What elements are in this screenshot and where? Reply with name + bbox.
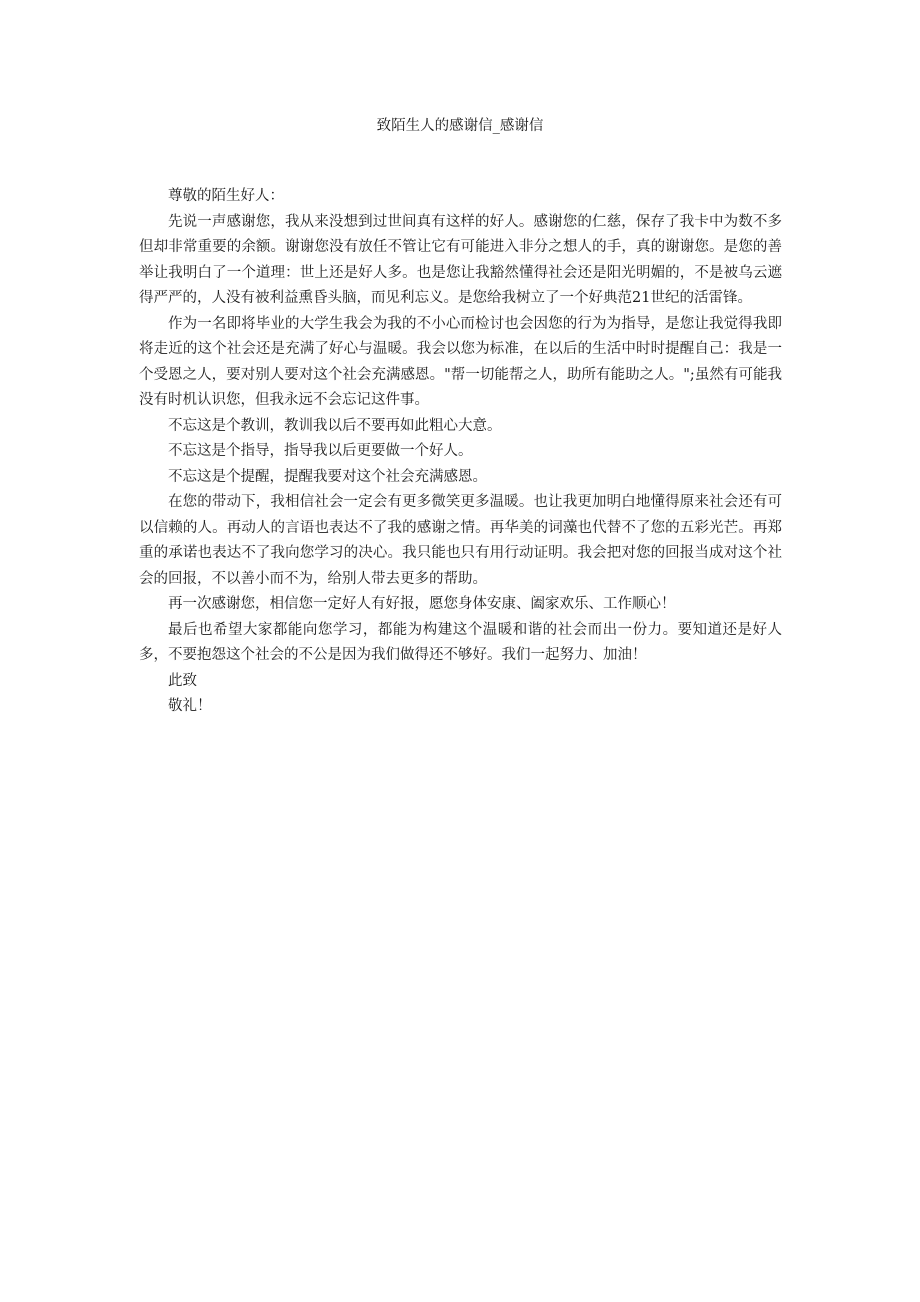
paragraph-8: 最后也希望大家都能向您学习，都能为构建这个温暖和谐的社会而出一份力。要知道还是好人多，不要抱怨这个社会的不公是因为我们做得还不够好。我们一起努力、加油！: [139, 621, 782, 663]
closing-line-2: 敬礼！: [168, 698, 212, 714]
paragraph-7: 再一次感谢您，相信您一定好人有好报，愿您身体安康、阖家欢乐、工作顺心！: [168, 596, 676, 612]
document-title: 致陌生人的感谢信_感谢信: [376, 118, 544, 134]
paragraph-3: 不忘这是个教训，教训我以后不要再如此粗心大意。: [168, 417, 502, 434]
letter-body: [139, 184, 782, 720]
paragraph-4: 不忘这是个指导，指导我以后更要做一个好人。: [168, 443, 473, 459]
paragraph-2: 作为一名即将毕业的大学生我会为我的不小心而检讨也会因您的行为为指导，是您让我觉得我即将走近的这个社会还是充满了好心与温暖。我会以您为标准，在以后的生活中时时提醒自己：我是一个受恩之人，要对别人要对这个社会充满感恩。"帮一切能帮之人，助所有能助之人。";虽然有可能我没有时机认识您，但我永远不会忘记这件事。: [139, 315, 782, 408]
paragraph-5: 不忘这是个提醒，提醒我要对这个社会充满感恩。: [168, 468, 487, 485]
paragraph-6: 在您的带动下，我相信社会一定会有更多微笑更多温暖。也让我更加明白地懂得原来社会还有可以信赖的人。再动人的言语也表达不了我的感谢之情。再华美的词藻也代替不了您的五彩光芒。再郑重的承诺也表达不了我向您学习的决心。我只能也只有用行动证明。我会把对您的回报当成对这个社会的回报，不以善小而不为，给别人带去更多的帮助。: [139, 494, 782, 587]
paragraph-1: 先说一声感谢您，我从来没想到过世间真有这样的好人。感谢您的仁慈，保存了我卡中为数不多但却非常重要的余额。谢谢您没有放任不管让它有可能进入非分之想人的手，真的谢谢您。是您的善举让我明白了一个道理：世上还是好人多。也是您让我豁然懂得社会还是阳光明媚的，不是被乌云遮得严严的，人没有被利益熏昏头脑，而见利忘义。是您给我树立了一个好典范21世纪的活雷锋。: [139, 213, 782, 306]
closing-line-1: 此致: [168, 672, 197, 689]
salutation: 尊敬的陌生好人：: [168, 188, 284, 204]
